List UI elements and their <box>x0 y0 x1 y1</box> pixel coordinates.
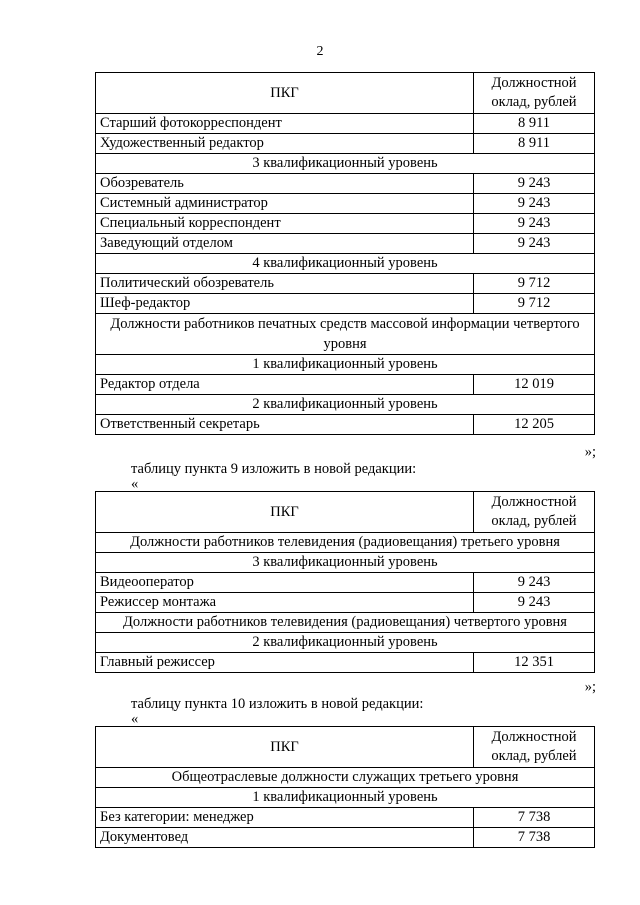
salary-value: 7 738 <box>474 828 595 848</box>
page-number: 2 <box>316 44 324 59</box>
position-name: Ответственный секретарь <box>96 415 474 435</box>
salary-value: 9 712 <box>474 294 595 314</box>
position-name: Редактор отдела <box>96 375 474 395</box>
section-title: 2 квалификационный уровень <box>96 395 595 415</box>
table-row <box>96 294 595 314</box>
position-name: Политический обозреватель <box>96 274 474 294</box>
section-row <box>96 553 595 573</box>
table-row <box>96 415 595 435</box>
position-name: Системный администратор <box>96 194 474 214</box>
table-row <box>96 593 595 613</box>
section-title: 2 квалификационный уровень <box>96 633 595 653</box>
table-body <box>96 73 595 435</box>
section-title: Должности работников печатных средств массовой информации четвертого уровня <box>96 314 595 355</box>
section-title: 3 квалификационный уровень <box>96 553 595 573</box>
header-salary: Должностной оклад, рублей <box>474 727 595 768</box>
position-name: Видеооператор <box>96 573 474 593</box>
salary-value: 12 205 <box>474 415 595 435</box>
section-title: 1 квалификационный уровень <box>96 788 595 808</box>
section-row <box>96 788 595 808</box>
section-title: 3 квалификационный уровень <box>96 154 595 174</box>
section-row <box>96 254 595 274</box>
position-name: Главный режиссер <box>96 653 474 673</box>
table-row <box>96 808 595 828</box>
position-name: Обозреватель <box>96 174 474 194</box>
salary-value: 9 243 <box>474 174 595 194</box>
header-pkg: ПКГ <box>96 727 474 768</box>
salary-value: 7 738 <box>474 808 595 828</box>
section-row <box>96 355 595 375</box>
table-row <box>96 274 595 294</box>
position-name: Документовед <box>96 828 474 848</box>
position-name: Старший фотокорреспондент <box>96 114 474 134</box>
closing-quote: »; <box>584 444 596 460</box>
table-row <box>96 134 595 154</box>
opening-quote: « <box>131 711 139 727</box>
table-header-row <box>96 73 595 114</box>
salary-value: 9 243 <box>474 573 595 593</box>
table-body <box>96 727 595 848</box>
table-header-row <box>96 727 595 768</box>
section-row <box>96 395 595 415</box>
section-row <box>96 314 595 355</box>
table-row <box>96 828 595 848</box>
section-title: Должности работников телевидения (радиовещания) четвертого уровня <box>96 613 595 633</box>
position-name: Шеф-редактор <box>96 294 474 314</box>
paragraph-item-9: таблицу пункта 9 изложить в новой редакции: <box>131 461 417 477</box>
table-row <box>96 194 595 214</box>
header-salary: Должностной оклад, рублей <box>474 73 595 114</box>
table-header-row <box>96 492 595 533</box>
header-pkg: ПКГ <box>96 492 474 533</box>
section-row <box>96 633 595 653</box>
salary-table-3 <box>95 726 595 848</box>
salary-value: 9 712 <box>474 274 595 294</box>
salary-value: 9 243 <box>474 593 595 613</box>
position-name: Заведующий отделом <box>96 234 474 254</box>
salary-value: 9 243 <box>474 214 595 234</box>
position-name: Без категории: менеджер <box>96 808 474 828</box>
salary-table-2 <box>95 491 595 673</box>
table-row <box>96 375 595 395</box>
table-row <box>96 234 595 254</box>
header-salary: Должностной оклад, рублей <box>474 492 595 533</box>
table-row <box>96 174 595 194</box>
salary-table-1 <box>95 72 595 435</box>
closing-quote: »; <box>584 679 596 695</box>
table-row <box>96 214 595 234</box>
opening-quote: « <box>131 476 139 492</box>
section-row <box>96 533 595 553</box>
section-title: 4 квалификационный уровень <box>96 254 595 274</box>
section-row <box>96 613 595 633</box>
section-row <box>96 768 595 788</box>
section-title: Общеотраслевые должности служащих третьего уровня <box>96 768 595 788</box>
section-title: 1 квалификационный уровень <box>96 355 595 375</box>
table-body <box>96 492 595 673</box>
table-row <box>96 114 595 134</box>
salary-value: 12 019 <box>474 375 595 395</box>
section-title: Должности работников телевидения (радиовещания) третьего уровня <box>96 533 595 553</box>
table-row <box>96 573 595 593</box>
position-name: Режиссер монтажа <box>96 593 474 613</box>
table-row <box>96 653 595 673</box>
header-pkg: ПКГ <box>96 73 474 114</box>
salary-value: 8 911 <box>474 114 595 134</box>
salary-value: 9 243 <box>474 194 595 214</box>
salary-value: 9 243 <box>474 234 595 254</box>
position-name: Специальный корреспондент <box>96 214 474 234</box>
position-name: Художественный редактор <box>96 134 474 154</box>
salary-value: 12 351 <box>474 653 595 673</box>
salary-value: 8 911 <box>474 134 595 154</box>
paragraph-item-10: таблицу пункта 10 изложить в новой редакции: <box>131 696 424 712</box>
section-row <box>96 154 595 174</box>
